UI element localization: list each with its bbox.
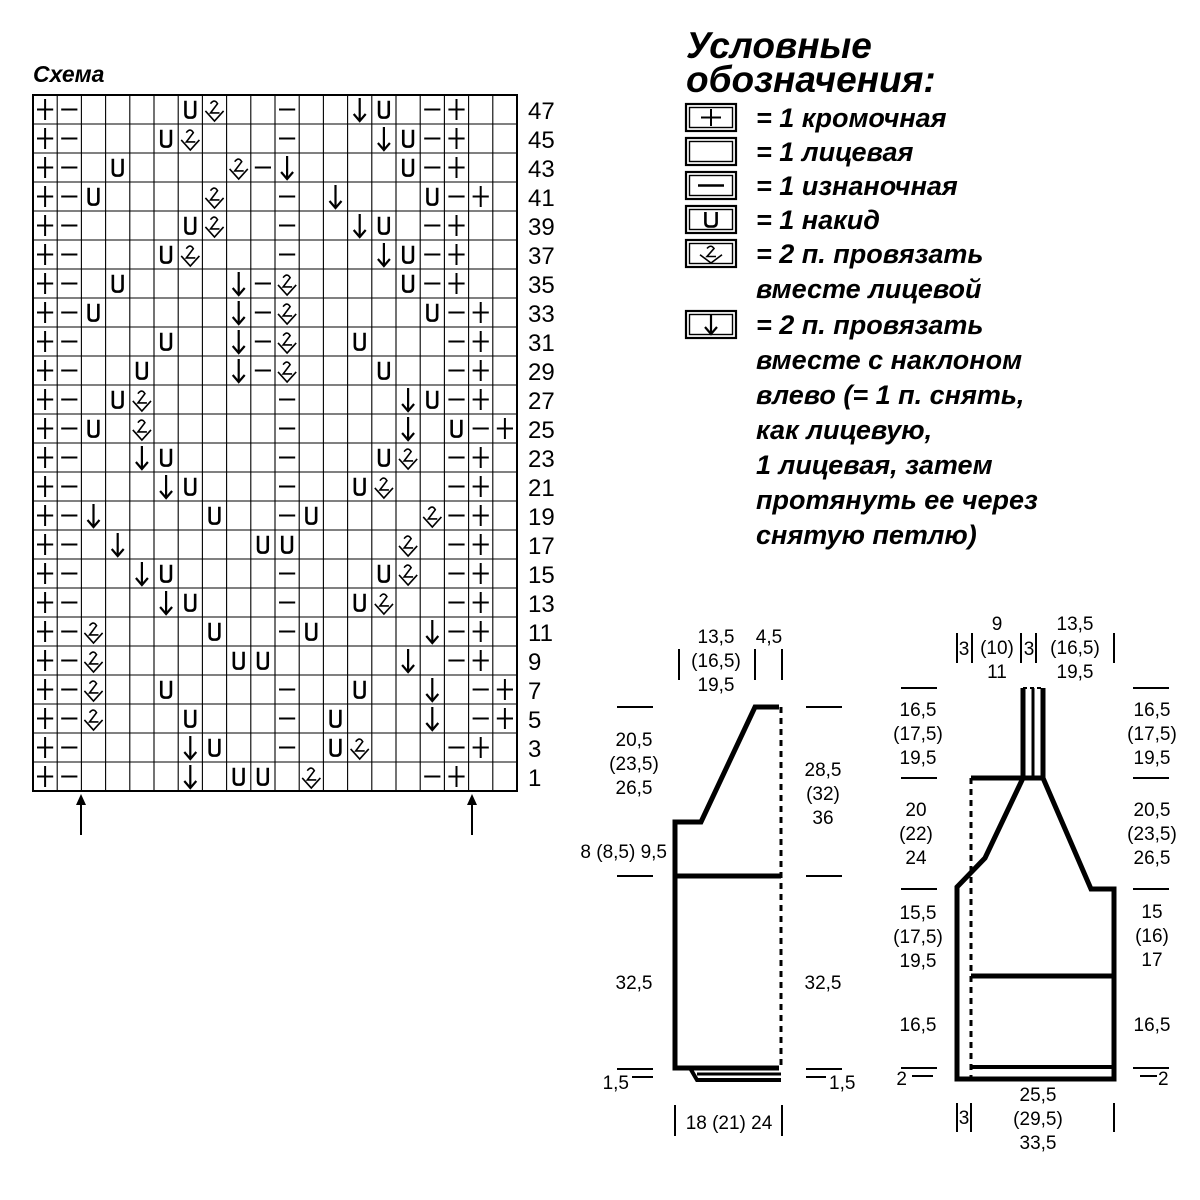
chart-cell-yarn-over — [113, 159, 123, 176]
chart-cell-ssk-left — [426, 620, 438, 643]
dash-icon — [686, 172, 736, 199]
chart-cell-ssk-left — [402, 417, 414, 440]
chart-cell-yarn-over — [161, 333, 171, 350]
row-number: 29 — [528, 358, 555, 386]
chart-cell-edge-stitch — [37, 650, 53, 671]
body-left-shoulder-2: (17,5) — [893, 724, 943, 745]
body-right-armhole-3: 26,5 — [1133, 848, 1171, 869]
row-number: 3 — [528, 735, 542, 763]
chart-cell-ssk-left — [184, 736, 196, 759]
sleeve-outline — [675, 707, 779, 1068]
chart-cell-ssk-left — [354, 214, 366, 237]
legend-text: = 2 п. провязать — [756, 310, 984, 340]
row-number: 25 — [528, 416, 555, 444]
body-schematic — [901, 633, 1169, 1132]
chart-cell-k2tog — [205, 101, 223, 121]
body-right-side-lower: 16,5 — [1133, 1015, 1171, 1036]
body-bottom-width-1: 25,5 — [1019, 1085, 1057, 1106]
chart-cell-ssk-left — [233, 330, 245, 353]
chart-cell-yarn-over — [210, 623, 220, 640]
sleeve-right-cap-2: (32) — [806, 784, 840, 805]
sleeve-top-right: 4,5 — [755, 627, 783, 648]
chart-cell-edge-stitch — [473, 447, 489, 468]
chart-cell-edge-stitch — [448, 128, 464, 149]
chart-cell-yarn-over — [403, 275, 413, 292]
sleeve-left-cap-2: (23,5) — [609, 754, 659, 775]
chart-cell-yarn-over — [210, 507, 220, 524]
body-bottom-width-2: (29,5) — [1013, 1109, 1063, 1130]
chart-cell-k2tog — [84, 623, 102, 643]
chart-cell-edge-stitch — [37, 99, 53, 120]
chart-cell-edge-stitch — [37, 563, 53, 584]
row-number: 5 — [528, 706, 542, 734]
chart-cell-yarn-over — [258, 652, 268, 669]
row-number: 43 — [528, 155, 555, 183]
legend-text: = 1 изнаночная — [756, 171, 958, 201]
chart-cell-yarn-over — [403, 159, 413, 176]
row-number: 9 — [528, 648, 542, 676]
chart-cell-k2tog — [133, 391, 151, 411]
sleeve-left-cap-3: 26,5 — [615, 778, 653, 799]
chart-cell-yarn-over — [89, 420, 99, 437]
chart-cell-yarn-over — [258, 536, 268, 553]
chart-grid — [33, 95, 517, 791]
body-labels — [893, 614, 1177, 1154]
chart-cell-yarn-over — [161, 246, 171, 263]
chart-cell-yarn-over — [161, 681, 171, 698]
chart-cell-yarn-over — [403, 130, 413, 147]
chart-cell-yarn-over — [161, 449, 171, 466]
body-left-side-upper-1: 15,5 — [899, 903, 937, 924]
chart-cell-ssk-left — [136, 562, 148, 585]
sleeve-dimension-ticks — [617, 649, 842, 1136]
chart-cell-k2tog — [399, 536, 417, 556]
chart-cell-ssk-left — [136, 446, 148, 469]
legend-item — [686, 171, 958, 201]
chart-cell-yarn-over — [137, 362, 147, 379]
sleeve-labels — [580, 627, 855, 1134]
legend-text: = 1 кромочная — [756, 103, 947, 133]
chart-cell-ssk-left — [402, 649, 414, 672]
body-top-left-edge: 3 — [958, 639, 970, 660]
legend-text: протянуть ее через — [756, 485, 1038, 515]
chart-cell-yarn-over — [403, 246, 413, 263]
chart-cell-yarn-over — [331, 739, 341, 756]
chart-cell-yarn-over — [185, 594, 195, 611]
chart-cell-ssk-left — [330, 185, 342, 208]
legend-text: снятую петлю) — [756, 520, 977, 550]
body-left-shoulder-3: 19,5 — [899, 748, 937, 769]
chart-cell-edge-stitch — [497, 679, 513, 700]
chart-cell-yarn-over — [234, 652, 244, 669]
chart-cell-yarn-over — [427, 304, 437, 321]
chart-cell-edge-stitch — [37, 331, 53, 352]
row-number: 7 — [528, 677, 542, 705]
chart-cell-yarn-over — [113, 275, 123, 292]
body-dimension-ticks — [901, 633, 1169, 1132]
chart-cell-k2tog — [375, 478, 393, 498]
chart-cell-edge-stitch — [37, 476, 53, 497]
empty-square-icon — [686, 138, 736, 165]
body-top-neck-2: (10) — [980, 638, 1014, 659]
chart-cell-yarn-over — [258, 768, 268, 785]
sleeve-right-band: 1,5 — [829, 1073, 856, 1094]
chart-cell-edge-stitch — [37, 244, 53, 265]
sleeve-left-cap-1: 20,5 — [615, 730, 653, 751]
chart-cell-ssk-left — [160, 591, 172, 614]
chart-cell-edge-stitch — [448, 244, 464, 265]
row-number: 39 — [528, 213, 555, 241]
chart-cell-edge-stitch — [473, 302, 489, 323]
sleeve-top-width-2: (16,5) — [691, 651, 741, 672]
chart-cell-yarn-over — [427, 391, 437, 408]
legend-item — [686, 239, 983, 304]
legend-text: 1 лицевая, затем — [756, 450, 993, 480]
chart-cell-yarn-over — [185, 101, 195, 118]
chart-cell-k2tog — [278, 304, 296, 324]
chart-cell-k2tog — [375, 594, 393, 614]
chart-cell-yarn-over — [355, 681, 365, 698]
yarn-over-icon — [686, 206, 736, 233]
legend-item — [686, 310, 1038, 550]
chart-cell-k2tog — [302, 768, 320, 788]
chart-cell-yarn-over — [355, 478, 365, 495]
chart-cell-edge-stitch — [37, 360, 53, 381]
row-number: 1 — [528, 764, 542, 792]
row-number: 17 — [528, 532, 555, 560]
legend-text: влево (= 1 п. снять, — [756, 380, 1025, 410]
chart-cell-k2tog — [205, 188, 223, 208]
row-number: 13 — [528, 590, 555, 618]
legend-item — [686, 137, 913, 167]
chart-cell-yarn-over — [89, 304, 99, 321]
chart-cell-edge-stitch — [37, 679, 53, 700]
row-number: 45 — [528, 126, 555, 154]
chart-cell-edge-stitch — [37, 534, 53, 555]
chart-cell-yarn-over — [306, 507, 316, 524]
chart-cell-ssk-left — [233, 301, 245, 324]
chart-cell-edge-stitch — [448, 273, 464, 294]
body-top-shoulder-3: 19,5 — [1056, 662, 1094, 683]
body-outline — [957, 688, 1114, 1079]
chart-cell-k2tog — [278, 333, 296, 353]
chart-cell-edge-stitch — [448, 215, 464, 236]
chart-cell-edge-stitch — [473, 621, 489, 642]
body-right-shoulder-3: 19,5 — [1133, 748, 1171, 769]
chart-cell-edge-stitch — [37, 505, 53, 526]
chart-cell-k2tog — [84, 652, 102, 672]
chart-cell-k2tog — [133, 420, 151, 440]
chart-cell-edge-stitch — [448, 766, 464, 787]
body-left-shoulder-1: 16,5 — [899, 700, 937, 721]
chart-cell-k2tog — [399, 449, 417, 469]
chart-cell-ssk-left — [112, 533, 124, 556]
chart-cell-yarn-over — [331, 710, 341, 727]
chart-cell-k2tog — [230, 159, 248, 179]
body-right-armhole-2: (23,5) — [1127, 824, 1177, 845]
legend-title-line2: обозначения: — [686, 59, 936, 100]
body-top-shoulder-2: (16,5) — [1050, 638, 1100, 659]
body-bottom-edge: 3 — [958, 1108, 970, 1129]
chart-cell-ssk-left — [402, 388, 414, 411]
chart-title: Схема — [33, 61, 105, 87]
chart-cell-k2tog — [181, 246, 199, 266]
repeat-markers — [76, 794, 477, 835]
chart-cell-edge-stitch — [37, 766, 53, 787]
row-numbers — [528, 98, 555, 792]
chart-cell-yarn-over — [379, 217, 389, 234]
body-bottom-width-3: 33,5 — [1019, 1133, 1057, 1154]
chart-cell-yarn-over — [306, 623, 316, 640]
legend-text: = 1 накид — [756, 205, 880, 235]
chart-cell-yarn-over — [113, 391, 123, 408]
row-number: 15 — [528, 561, 555, 589]
repeat-marker-right-arrow — [467, 794, 477, 805]
body-top-shoulder-1: 13,5 — [1056, 614, 1094, 635]
chart-cell-k2tog — [84, 681, 102, 701]
row-number: 23 — [528, 445, 555, 473]
chart-cell-yarn-over — [379, 101, 389, 118]
sleeve-right-cap-1: 28,5 — [804, 760, 842, 781]
body-right-shoulder-1: 16,5 — [1133, 700, 1171, 721]
sleeve-right-body: 32,5 — [804, 973, 842, 994]
chart-cell-edge-stitch — [473, 476, 489, 497]
chart-cell-yarn-over — [355, 594, 365, 611]
chart-cell-k2tog — [399, 565, 417, 585]
legend-item — [686, 205, 880, 235]
chart-cell-yarn-over — [185, 217, 195, 234]
sleeve-top-width-3: 19,5 — [697, 675, 735, 696]
chart-cell-edge-stitch — [37, 128, 53, 149]
sleeve-right-cap-3: 36 — [812, 808, 834, 829]
chart-cell-edge-stitch — [37, 186, 53, 207]
row-number: 27 — [528, 387, 555, 415]
legend-text: вместе с наклоном — [756, 345, 1023, 375]
chart-cell-yarn-over — [355, 333, 365, 350]
chart-cell-ssk-left — [426, 707, 438, 730]
chart-cell-edge-stitch — [497, 418, 513, 439]
chart-cell-yarn-over — [161, 565, 171, 582]
legend-title-line1: Условные — [686, 25, 872, 66]
sleeve-left-band: 1,5 — [602, 1073, 629, 1094]
row-number: 11 — [528, 619, 553, 647]
chart-cell-edge-stitch — [473, 505, 489, 526]
chart-cell-edge-stitch — [473, 360, 489, 381]
body-left-side-upper-2: (17,5) — [893, 927, 943, 948]
chart-cell-k2tog — [278, 275, 296, 295]
body-left-armhole-1: 20 — [905, 800, 927, 821]
k2tog-icon — [686, 240, 736, 267]
chart-cell-yarn-over — [210, 739, 220, 756]
chart-cell-edge-stitch — [37, 708, 53, 729]
chart-cell-yarn-over — [185, 478, 195, 495]
chart-cell-edge-stitch — [37, 621, 53, 642]
row-number: 19 — [528, 503, 555, 531]
chart-cell-edge-stitch — [37, 418, 53, 439]
row-number: 31 — [528, 329, 555, 357]
body-left-side-lower: 16,5 — [899, 1015, 937, 1036]
chart-cell-yarn-over — [427, 188, 437, 205]
sleeve-left-step: 8 (8,5) 9,5 — [580, 842, 667, 863]
chart-cell-k2tog — [278, 362, 296, 382]
body-left-band: 2 — [896, 1069, 907, 1090]
row-number: 37 — [528, 242, 555, 270]
chart-cell-ssk-left — [88, 504, 100, 527]
chart-cell-edge-stitch — [37, 447, 53, 468]
plus-icon — [686, 104, 736, 131]
chart-cell-edge-stitch — [37, 157, 53, 178]
arrow-down-icon — [686, 311, 736, 338]
chart-cell-edge-stitch — [473, 563, 489, 584]
sleeve-bottom-width: 18 (21) 24 — [685, 1113, 773, 1134]
chart-cell-ssk-left — [378, 127, 390, 150]
body-top-mid-edge: 3 — [1023, 639, 1035, 660]
chart-cell-edge-stitch — [473, 389, 489, 410]
chart-cell-ssk-left — [281, 156, 293, 179]
body-left-armhole-2: (22) — [899, 824, 933, 845]
chart-cell-edge-stitch — [37, 389, 53, 410]
body-right-armhole-1: 20,5 — [1133, 800, 1171, 821]
body-right-shoulder-2: (17,5) — [1127, 724, 1177, 745]
chart-cell-edge-stitch — [497, 708, 513, 729]
chart-cell-ssk-left — [160, 475, 172, 498]
legend — [686, 25, 1038, 550]
row-number: 33 — [528, 300, 555, 328]
chart-cell-yarn-over — [282, 536, 292, 553]
legend-text: как лицевую, — [756, 415, 933, 445]
chart-cell-k2tog — [351, 739, 369, 759]
chart-cell-edge-stitch — [37, 592, 53, 613]
chart-cell-ssk-left — [426, 678, 438, 701]
chart-cell-k2tog — [205, 217, 223, 237]
legend-text: вместе лицевой — [756, 274, 982, 304]
chart-cell-edge-stitch — [37, 737, 53, 758]
chart-cell-edge-stitch — [473, 186, 489, 207]
chart-cell-yarn-over — [379, 362, 389, 379]
body-left-armhole-3: 24 — [905, 848, 927, 869]
body-right-side-upper-2: (16) — [1135, 926, 1169, 947]
chart-cell-edge-stitch — [473, 534, 489, 555]
body-right-side-upper-1: 15 — [1141, 902, 1163, 923]
chart-cell-k2tog — [84, 710, 102, 730]
chart-cell-ssk-left — [233, 359, 245, 382]
chart-cell-edge-stitch — [473, 737, 489, 758]
chart-cell-edge-stitch — [473, 650, 489, 671]
chart-cell-ssk-left — [184, 765, 196, 788]
legend-items — [686, 103, 1038, 550]
legend-item — [686, 103, 947, 133]
row-number: 21 — [528, 474, 555, 502]
chart-cell-edge-stitch — [448, 99, 464, 120]
sleeve-schematic — [617, 649, 842, 1136]
chart-cell-yarn-over — [379, 565, 389, 582]
body-left-side-upper-3: 19,5 — [899, 951, 937, 972]
row-number: 41 — [528, 184, 555, 212]
chart-cell-yarn-over — [89, 188, 99, 205]
legend-text: = 2 п. провязать — [756, 239, 984, 269]
body-right-side-upper-3: 17 — [1141, 950, 1163, 971]
row-number: 35 — [528, 271, 555, 299]
legend-text: = 1 лицевая — [756, 137, 914, 167]
chart-cell-ssk-left — [354, 98, 366, 121]
body-top-neck-1: 9 — [991, 614, 1003, 635]
body-top-neck-3: 11 — [987, 662, 1007, 683]
chart-cell-edge-stitch — [473, 592, 489, 613]
chart-cell-yarn-over — [161, 130, 171, 147]
repeat-marker-left-arrow — [76, 794, 86, 805]
chart-cell-k2tog — [423, 507, 441, 527]
chart-cell-yarn-over — [379, 449, 389, 466]
chart-cell-yarn-over — [452, 420, 462, 437]
chart-cell-edge-stitch — [448, 157, 464, 178]
sleeve-left-body: 32,5 — [615, 973, 653, 994]
chart-cell-yarn-over — [185, 710, 195, 727]
chart-cell-edge-stitch — [37, 273, 53, 294]
body-right-band: 2 — [1158, 1069, 1169, 1090]
chart-cell-edge-stitch — [37, 215, 53, 236]
sleeve-top-width-1: 13,5 — [697, 627, 735, 648]
chart-cell-k2tog — [181, 130, 199, 150]
chart-cell-ssk-left — [233, 272, 245, 295]
row-number: 47 — [528, 97, 555, 125]
pattern-chart — [33, 61, 555, 835]
chart-cell-yarn-over — [234, 768, 244, 785]
chart-cell-edge-stitch — [473, 331, 489, 352]
chart-cell-ssk-left — [378, 243, 390, 266]
chart-cell-edge-stitch — [37, 302, 53, 323]
